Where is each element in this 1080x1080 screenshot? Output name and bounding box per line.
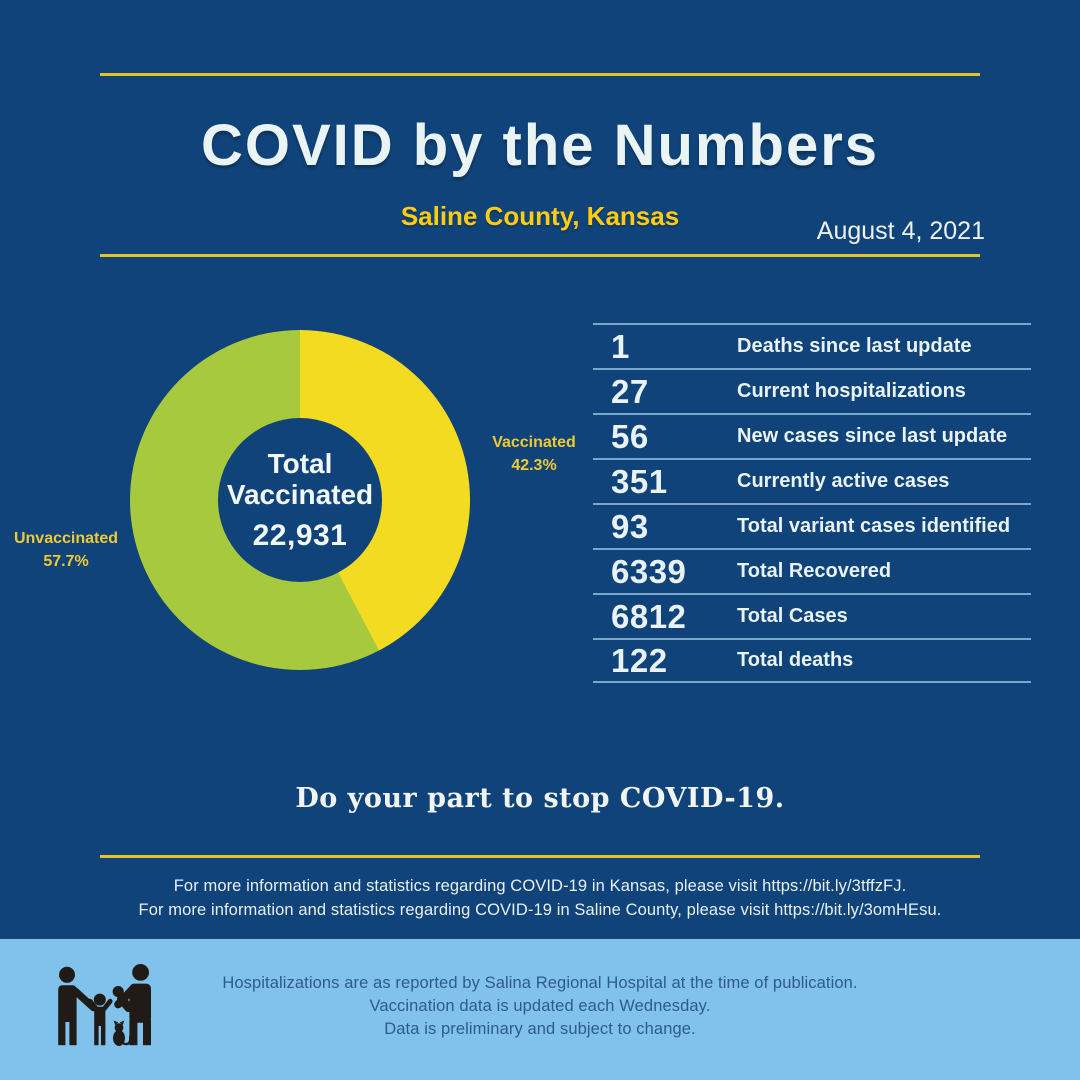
vaccinated-callout-label: Vaccinated xyxy=(492,434,576,451)
table-row xyxy=(593,548,1031,593)
table-row xyxy=(593,638,1031,683)
footer-rule xyxy=(100,855,980,858)
stat-value: 351 xyxy=(611,462,668,500)
page-subtitle: Saline County, Kansas xyxy=(400,201,680,231)
table-row xyxy=(593,368,1031,413)
disclaimer-line: Hospitalizations are as reported by Salina Regional Hospital at the time of publication. xyxy=(222,974,858,992)
vaccinated-callout xyxy=(468,431,600,477)
table-row xyxy=(593,458,1031,503)
unvaccinated-callout-label: Unvaccinated xyxy=(13,530,119,547)
stat-value: 93 xyxy=(611,507,649,545)
donut-center-title-line1: Total xyxy=(267,447,333,479)
footer-links xyxy=(100,874,980,922)
donut-center-title-line2: Vaccinated xyxy=(226,478,374,510)
stat-label: Current hospitalizations xyxy=(737,380,966,402)
stat-value: 56 xyxy=(611,417,649,455)
header-top-rule xyxy=(100,73,980,76)
stat-value: 1 xyxy=(611,327,630,365)
disclaimer-text xyxy=(100,972,980,1041)
stat-value: 6339 xyxy=(611,552,687,590)
publication-date: August 4, 2021 xyxy=(816,217,985,245)
donut-chart xyxy=(130,330,470,670)
stat-label: Total Cases xyxy=(737,605,848,627)
stat-label: Total deaths xyxy=(737,649,854,671)
page-title: COVID by the Numbers xyxy=(200,113,880,178)
table-row xyxy=(593,323,1031,368)
footer-link-kansas: For more information and statistics regarding COVID-19 in Kansas, please visit https://bit.ly/3tffzFJ. xyxy=(173,877,907,895)
stat-value: 122 xyxy=(611,641,668,679)
stat-label: Currently active cases xyxy=(737,470,950,492)
stat-label: Deaths since last update xyxy=(737,335,972,357)
disclaimer-band xyxy=(0,939,1080,1080)
table-row xyxy=(593,503,1031,548)
stat-value: 6812 xyxy=(611,597,687,635)
stat-label: New cases since last update xyxy=(737,425,1008,447)
header-bottom-rule xyxy=(100,254,980,257)
stats-table xyxy=(593,323,1031,683)
stat-value: 27 xyxy=(611,372,649,410)
footer-link-saline: For more information and statistics regarding COVID-19 in Saline County, please visit https://bit.ly/3omHEsu. xyxy=(138,901,942,919)
table-row xyxy=(593,413,1031,458)
stat-label: Total variant cases identified xyxy=(737,515,1011,537)
table-row xyxy=(593,593,1031,638)
vaccinated-callout-percent: 42.3% xyxy=(511,457,557,474)
disclaimer-line: Vaccination data is updated each Wednesday. xyxy=(369,997,711,1015)
donut-center xyxy=(218,418,382,582)
donut-center-value: 22,931 xyxy=(252,518,348,552)
stat-label: Total Recovered xyxy=(737,560,892,582)
disclaimer-line: Data is preliminary and subject to change. xyxy=(384,1020,696,1038)
unvaccinated-callout-percent: 57.7% xyxy=(43,553,89,570)
unvaccinated-callout xyxy=(0,527,132,573)
call-to-action: Do your part to stop COVID-19. xyxy=(295,783,785,814)
